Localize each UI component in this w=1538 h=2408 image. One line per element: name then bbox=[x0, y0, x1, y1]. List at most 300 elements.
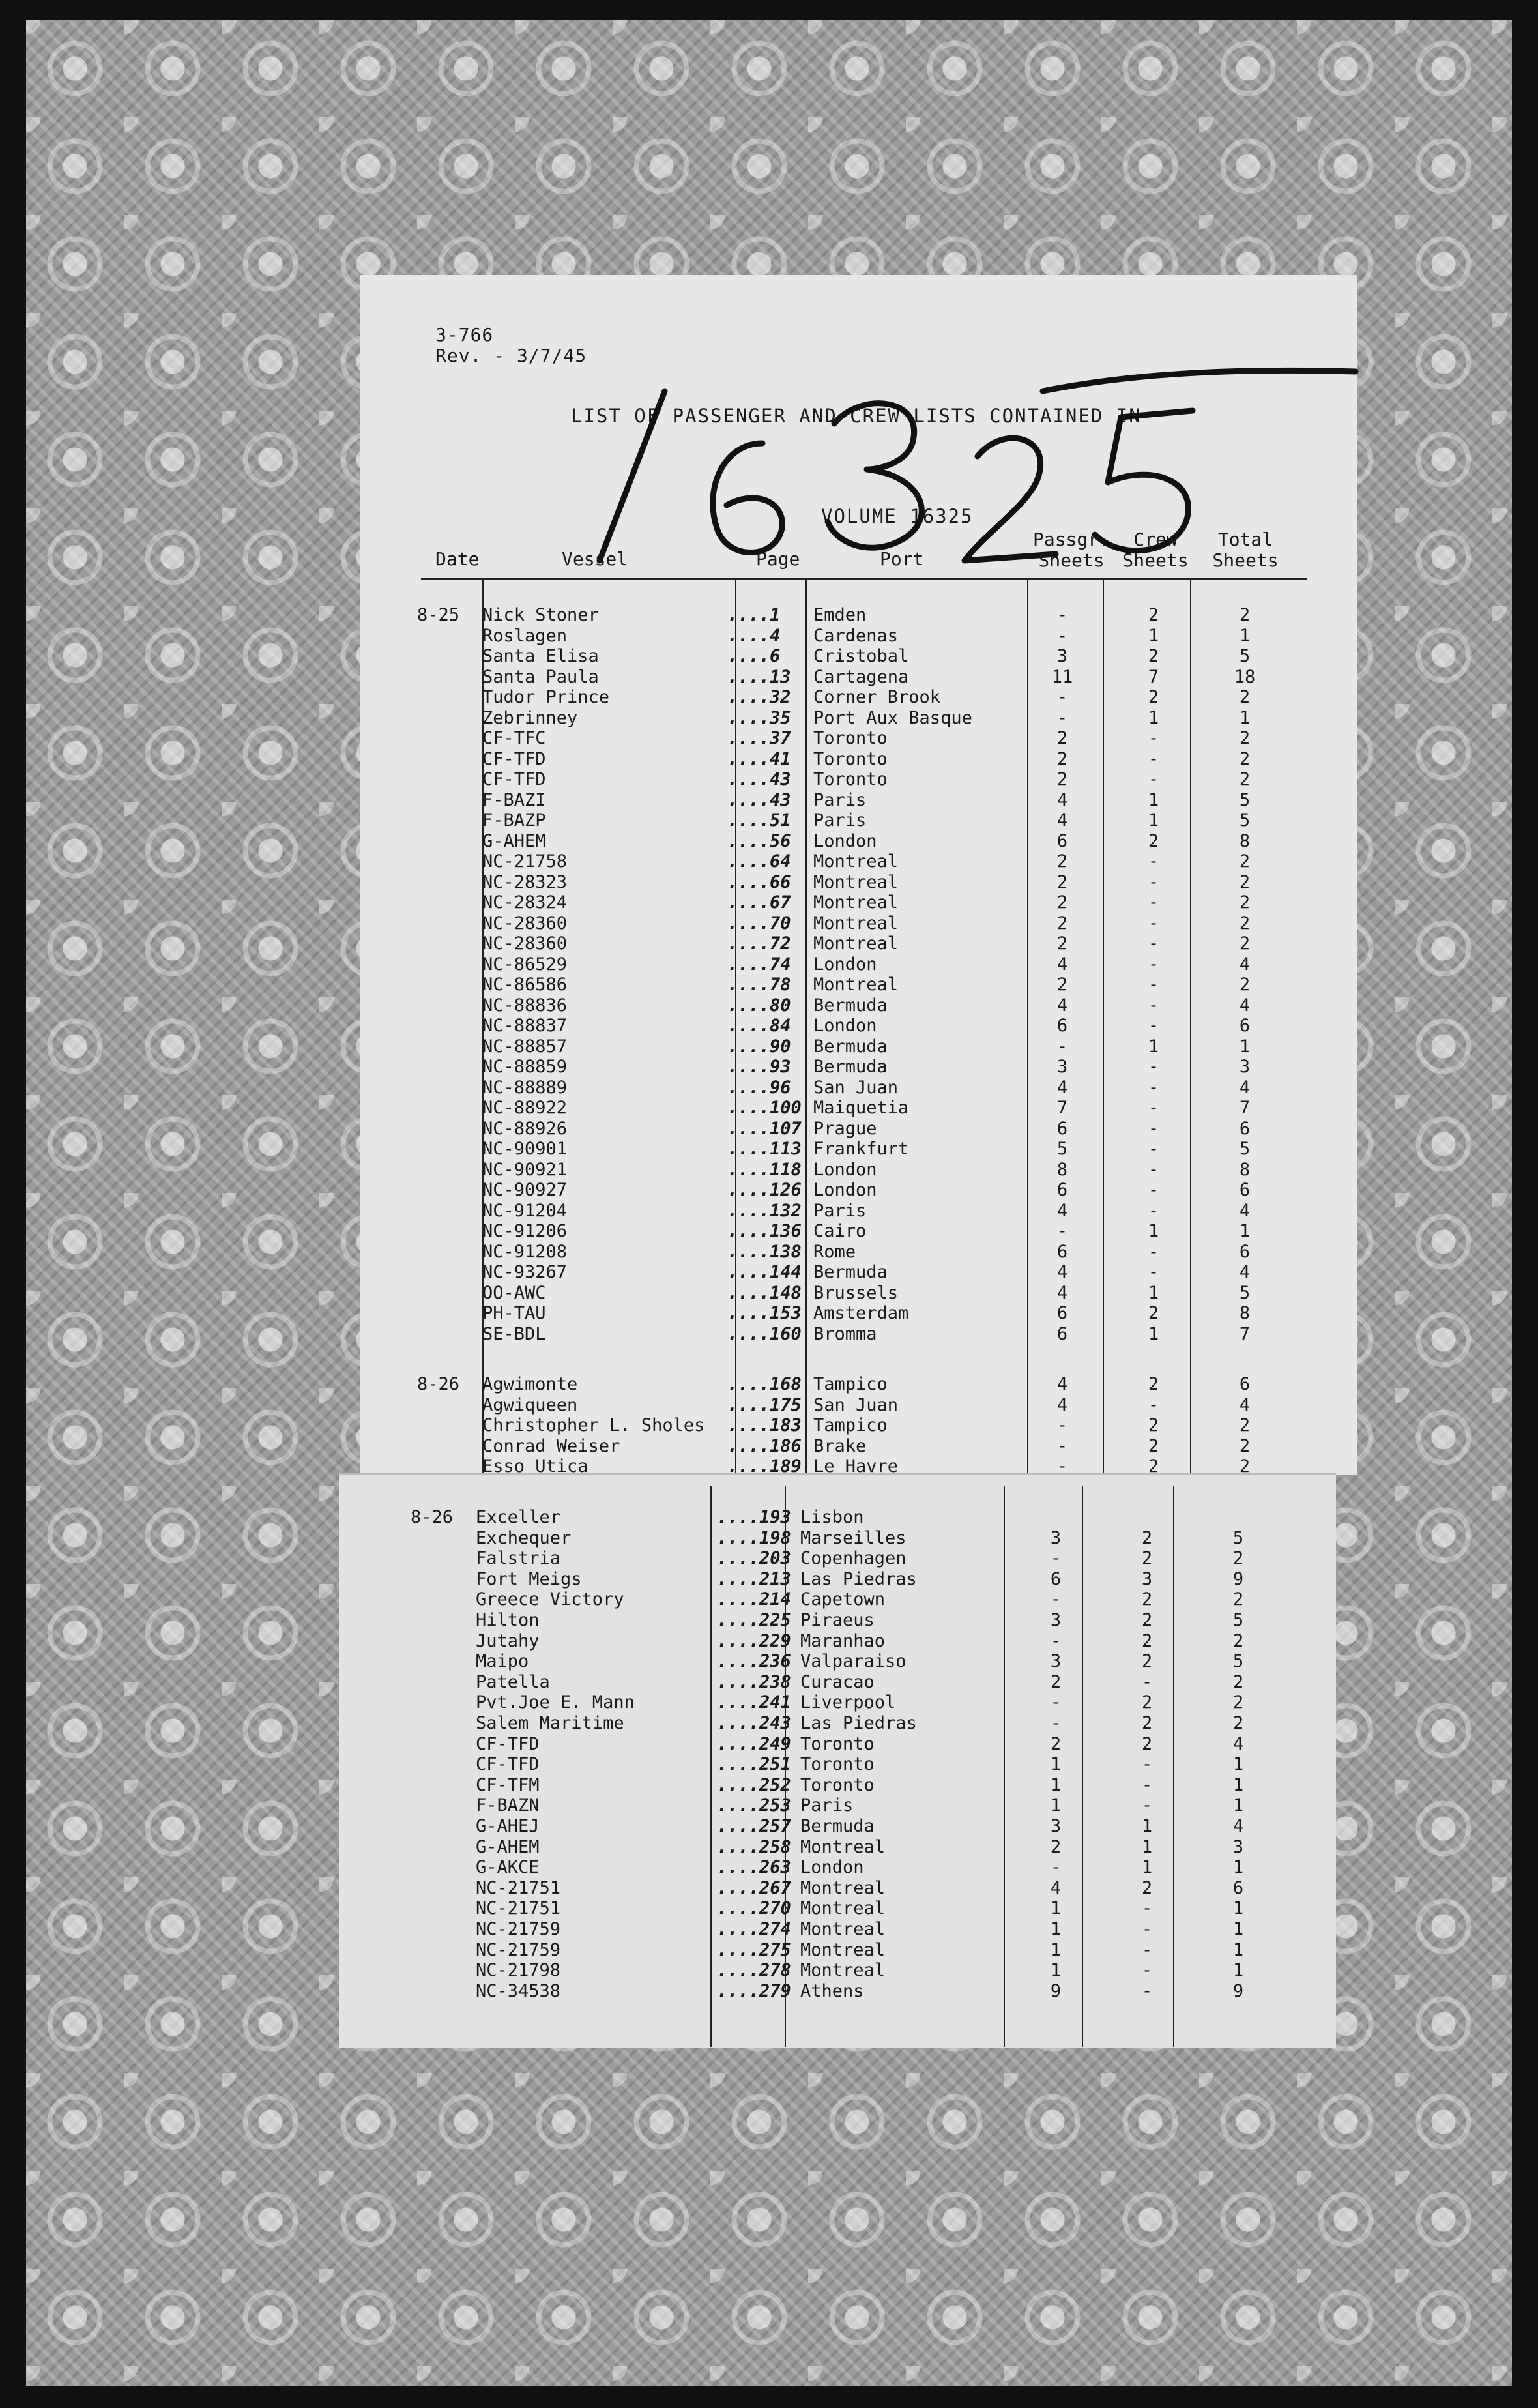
vessel-cell: Agwimonte bbox=[482, 1374, 578, 1394]
vessel-cell: SE-BDL bbox=[482, 1323, 546, 1344]
total-sheets-cell: 9 bbox=[1232, 1980, 1244, 2001]
page-cell: ....78 bbox=[727, 975, 791, 995]
passenger-sheets-cell: 3 bbox=[1050, 1651, 1062, 1672]
total-sheets-cell: 2 bbox=[1239, 975, 1251, 995]
crew-sheets-cell: - bbox=[1141, 1919, 1153, 1939]
port-cell: Bermuda bbox=[800, 1816, 875, 1836]
passenger-sheets-cell: - bbox=[1056, 687, 1068, 707]
page-cell: ....80 bbox=[727, 995, 791, 1016]
page-cell: ....84 bbox=[727, 1016, 791, 1036]
crew-sheets-cell: - bbox=[1141, 1939, 1153, 1960]
port-cell: Prague bbox=[813, 1118, 877, 1139]
port-cell: Lisbon bbox=[800, 1507, 864, 1527]
port-cell: Cardenas bbox=[813, 625, 899, 646]
page-cell: ....198 bbox=[717, 1527, 791, 1548]
page-cell: ....100 bbox=[727, 1098, 802, 1118]
page-cell: ....148 bbox=[727, 1282, 802, 1303]
divider-lower-passengers bbox=[1004, 1486, 1005, 2047]
page-cell: ....64 bbox=[727, 851, 791, 872]
passenger-sheets-cell: 1 bbox=[1050, 1960, 1062, 1981]
passenger-sheets-cell: 4 bbox=[1056, 1282, 1068, 1303]
total-sheets-cell: 8 bbox=[1239, 1303, 1251, 1323]
page-cell: ....153 bbox=[727, 1303, 802, 1323]
total-sheets-cell: 5 bbox=[1232, 1651, 1244, 1672]
vessel-cell: NC-21798 bbox=[476, 1960, 561, 1981]
divider-passengers bbox=[1027, 580, 1028, 1473]
crew-sheets-cell: - bbox=[1148, 748, 1159, 769]
passenger-sheets-cell: 5 bbox=[1056, 1139, 1068, 1159]
crew-sheets-cell: 2 bbox=[1148, 830, 1159, 851]
port-cell: Montreal bbox=[813, 975, 899, 995]
page-cell: ....175 bbox=[727, 1394, 802, 1415]
passenger-sheets-cell: 1 bbox=[1050, 1795, 1062, 1816]
vessel-cell: Tudor Prince bbox=[482, 687, 610, 707]
page-cell: ....37 bbox=[727, 728, 791, 748]
total-sheets-cell: 2 bbox=[1239, 605, 1251, 625]
crew-sheets-cell: - bbox=[1148, 995, 1159, 1016]
passenger-sheets-cell: 4 bbox=[1056, 789, 1068, 810]
crew-sheets-cell: 2 bbox=[1148, 1374, 1159, 1394]
crew-sheets-cell: 1 bbox=[1148, 1323, 1159, 1344]
total-sheets-cell: 2 bbox=[1232, 1692, 1244, 1713]
port-cell: Paris bbox=[813, 1200, 867, 1221]
port-cell: Montreal bbox=[813, 933, 899, 954]
form-number: 3-766 bbox=[435, 324, 494, 345]
crew-sheets-cell: - bbox=[1148, 1200, 1159, 1221]
port-cell: Montreal bbox=[800, 1898, 886, 1919]
vessel-cell: F-BAZI bbox=[482, 789, 546, 810]
total-sheets-cell: 1 bbox=[1239, 1036, 1251, 1057]
port-cell: Copenhagen bbox=[800, 1548, 907, 1569]
passenger-sheets-cell: 6 bbox=[1056, 1323, 1068, 1344]
page-cell: ....93 bbox=[727, 1057, 791, 1077]
port-cell: Toronto bbox=[813, 728, 888, 748]
crew-sheets-cell: - bbox=[1148, 1098, 1159, 1118]
date-cell: 8-26 bbox=[411, 1507, 454, 1527]
passenger-sheets-cell: 3 bbox=[1050, 1816, 1062, 1836]
page-cell: ....229 bbox=[717, 1630, 791, 1651]
crew-sheets-cell: - bbox=[1148, 728, 1159, 748]
port-cell: Montreal bbox=[800, 1919, 886, 1939]
total-sheets-cell: 8 bbox=[1239, 1159, 1251, 1180]
page-cell: ....35 bbox=[727, 707, 791, 728]
divider-total bbox=[1190, 580, 1191, 1473]
passenger-sheets-cell: 2 bbox=[1056, 975, 1068, 995]
page-cell: ....236 bbox=[717, 1651, 791, 1672]
page-cell: ....168 bbox=[727, 1374, 802, 1394]
crew-sheets-cell: 2 bbox=[1141, 1548, 1153, 1569]
port-cell: Curacao bbox=[800, 1671, 875, 1692]
crew-sheets-cell: 1 bbox=[1141, 1816, 1153, 1836]
vessel-cell: G-AKCE bbox=[476, 1857, 540, 1878]
crew-sheets-cell: - bbox=[1141, 1898, 1153, 1919]
date-cell: 8-25 bbox=[417, 605, 460, 625]
page-cell: ....107 bbox=[727, 1118, 802, 1139]
page-cell: ....251 bbox=[717, 1754, 791, 1775]
total-sheets-cell: 2 bbox=[1239, 748, 1251, 769]
port-cell: San Juan bbox=[813, 1077, 899, 1098]
passenger-sheets-cell: - bbox=[1050, 1589, 1062, 1610]
passenger-sheets-cell: 9 bbox=[1050, 1980, 1062, 2001]
crew-sheets-cell: 2 bbox=[1148, 687, 1159, 707]
passenger-sheets-cell: 3 bbox=[1050, 1610, 1062, 1630]
total-sheets-cell: 4 bbox=[1239, 1200, 1251, 1221]
vessel-cell: G-AHEM bbox=[482, 830, 546, 851]
total-sheets-cell: 6 bbox=[1239, 1016, 1251, 1036]
total-sheets-cell: 5 bbox=[1239, 646, 1251, 666]
total-sheets-cell: 6 bbox=[1239, 1374, 1251, 1394]
total-sheets-cell: 5 bbox=[1232, 1610, 1244, 1630]
total-sheets-cell: 2 bbox=[1232, 1630, 1244, 1651]
page-cell: ....126 bbox=[727, 1180, 802, 1200]
crew-sheets-cell: 2 bbox=[1148, 646, 1159, 666]
passenger-sheets-cell: 3 bbox=[1050, 1527, 1062, 1548]
port-cell: London bbox=[813, 830, 877, 851]
vessel-cell: Nick Stoner bbox=[482, 605, 599, 625]
crew-sheets-cell: 7 bbox=[1148, 666, 1159, 687]
port-cell: Paris bbox=[800, 1795, 854, 1816]
passenger-sheets-cell: - bbox=[1056, 1221, 1068, 1241]
port-cell: Valparaiso bbox=[800, 1651, 907, 1672]
crew-sheets-cell: - bbox=[1148, 1394, 1159, 1415]
header-rule bbox=[421, 578, 1307, 580]
crew-sheets-cell: 2 bbox=[1141, 1692, 1153, 1713]
passenger-sheets-cell: 4 bbox=[1056, 1394, 1068, 1415]
port-cell: Marseilles bbox=[800, 1527, 907, 1548]
total-sheets-cell: 7 bbox=[1239, 1323, 1251, 1344]
crew-sheets-cell: - bbox=[1148, 851, 1159, 872]
port-cell: Amsterdam bbox=[813, 1303, 909, 1323]
vessel-cell: NC-28360 bbox=[482, 933, 568, 954]
port-cell: Bermuda bbox=[813, 995, 888, 1016]
vessel-cell: NC-88922 bbox=[482, 1098, 568, 1118]
vessel-cell: Santa Paula bbox=[482, 666, 599, 687]
passenger-sheets-cell: 3 bbox=[1056, 1057, 1068, 1077]
port-cell: Tampico bbox=[813, 1374, 888, 1394]
total-sheets-cell: 2 bbox=[1239, 872, 1251, 892]
vessel-cell: F-BAZP bbox=[482, 810, 546, 830]
total-sheets-cell: 2 bbox=[1239, 1435, 1251, 1456]
page-title: LIST OF PASSENGER AND CREW LISTS CONTAINED IN bbox=[571, 405, 1142, 427]
passenger-sheets-cell: - bbox=[1050, 1713, 1062, 1733]
crew-sheets-cell: 2 bbox=[1141, 1651, 1153, 1672]
port-cell: Brussels bbox=[813, 1282, 899, 1303]
crew-sheets-cell: 1 bbox=[1148, 810, 1159, 830]
total-sheets-cell: 5 bbox=[1232, 1527, 1244, 1548]
vessel-cell: CF-TFC bbox=[482, 728, 546, 748]
page-cell: ....257 bbox=[717, 1816, 791, 1836]
col-passenger-sheets-header: Passgr. Sheets bbox=[1032, 529, 1110, 571]
port-cell: Bermuda bbox=[813, 1057, 888, 1077]
total-sheets-cell: 3 bbox=[1239, 1057, 1251, 1077]
col-total-sheets-header: Total Sheets bbox=[1212, 529, 1279, 571]
vessel-cell: Exceller bbox=[476, 1507, 561, 1527]
total-sheets-cell: 1 bbox=[1232, 1939, 1244, 1960]
total-sheets-cell: 4 bbox=[1232, 1733, 1244, 1754]
page-cell: ....70 bbox=[727, 913, 791, 933]
crew-sheets-cell: 2 bbox=[1148, 605, 1159, 625]
divider-lower-crew bbox=[1082, 1486, 1083, 2047]
passenger-sheets-cell: - bbox=[1050, 1692, 1062, 1713]
passenger-sheets-cell: 7 bbox=[1056, 1098, 1068, 1118]
total-sheets-cell: 8 bbox=[1239, 830, 1251, 851]
crew-sheets-cell: - bbox=[1148, 1057, 1159, 1077]
vessel-cell: G-AHEJ bbox=[476, 1816, 540, 1836]
port-cell: Cristobal bbox=[813, 646, 909, 666]
total-sheets-cell: 2 bbox=[1232, 1589, 1244, 1610]
port-cell: Toronto bbox=[813, 769, 888, 789]
page-cell: ....278 bbox=[717, 1960, 791, 1981]
page-cell: ....225 bbox=[717, 1610, 791, 1630]
total-sheets-cell: 1 bbox=[1232, 1919, 1244, 1939]
page-cell: ....270 bbox=[717, 1898, 791, 1919]
total-sheets-cell: 2 bbox=[1239, 892, 1251, 913]
total-sheets-cell: 1 bbox=[1232, 1774, 1244, 1795]
vessel-cell: NC-28324 bbox=[482, 892, 568, 913]
crew-sheets-cell: 2 bbox=[1141, 1713, 1153, 1733]
vessel-cell: Greece Victory bbox=[476, 1589, 624, 1610]
page-cell: ....267 bbox=[717, 1877, 791, 1898]
crew-sheets-cell: 2 bbox=[1148, 1456, 1159, 1476]
passenger-sheets-cell: 2 bbox=[1056, 933, 1068, 954]
vessel-cell: NC-88926 bbox=[482, 1118, 568, 1139]
port-cell: London bbox=[813, 1159, 877, 1180]
vessel-cell: CF-TFD bbox=[482, 769, 546, 789]
port-cell: Montreal bbox=[813, 851, 899, 872]
page-cell: ....74 bbox=[727, 954, 791, 975]
vessel-cell: NC-90927 bbox=[482, 1180, 568, 1200]
port-cell: London bbox=[800, 1857, 864, 1878]
port-cell: Montreal bbox=[813, 872, 899, 892]
passenger-sheets-cell: 4 bbox=[1056, 954, 1068, 975]
vessel-cell: NC-21759 bbox=[476, 1919, 561, 1939]
vessel-cell: OO-AWC bbox=[482, 1282, 546, 1303]
passenger-sheets-cell: 1 bbox=[1050, 1774, 1062, 1795]
passenger-sheets-cell: 2 bbox=[1056, 769, 1068, 789]
port-cell: Corner Brook bbox=[813, 687, 941, 707]
crew-sheets-cell: 1 bbox=[1141, 1857, 1153, 1878]
total-sheets-cell: 6 bbox=[1239, 1180, 1251, 1200]
total-sheets-cell: 4 bbox=[1239, 954, 1251, 975]
vessel-cell: Jutahy bbox=[476, 1630, 540, 1651]
passenger-sheets-cell: 2 bbox=[1056, 913, 1068, 933]
port-cell: Toronto bbox=[800, 1754, 875, 1775]
port-cell: Montreal bbox=[800, 1960, 886, 1981]
port-cell: Paris bbox=[813, 789, 867, 810]
total-sheets-cell: 6 bbox=[1232, 1877, 1244, 1898]
passenger-sheets-cell: 6 bbox=[1056, 1016, 1068, 1036]
total-sheets-cell: 4 bbox=[1239, 1394, 1251, 1415]
page-cell: ....193 bbox=[717, 1507, 791, 1527]
vessel-cell: NC-34538 bbox=[476, 1980, 561, 2001]
crew-sheets-cell: 2 bbox=[1141, 1630, 1153, 1651]
passenger-sheets-cell: - bbox=[1056, 1456, 1068, 1476]
port-cell: Tampico bbox=[813, 1415, 888, 1435]
vessel-cell: NC-86529 bbox=[482, 954, 568, 975]
vessel-cell: F-BAZN bbox=[476, 1795, 540, 1816]
vessel-cell: NC-21759 bbox=[476, 1939, 561, 1960]
vessel-cell: NC-90901 bbox=[482, 1139, 568, 1159]
passenger-sheets-cell: 4 bbox=[1050, 1877, 1062, 1898]
vessel-cell: Salem Maritime bbox=[476, 1713, 624, 1733]
crew-sheets-cell: - bbox=[1148, 1118, 1159, 1139]
page-cell: ....51 bbox=[727, 810, 791, 830]
port-cell: Liverpool bbox=[800, 1692, 896, 1713]
crew-sheets-cell: - bbox=[1148, 1180, 1159, 1200]
vessel-cell: CF-TFD bbox=[476, 1733, 540, 1754]
vessel-cell: NC-91204 bbox=[482, 1200, 568, 1221]
vessel-cell: NC-90921 bbox=[482, 1159, 568, 1180]
crew-sheets-cell: - bbox=[1141, 1754, 1153, 1775]
page-cell: ....275 bbox=[717, 1939, 791, 1960]
total-sheets-cell: 4 bbox=[1239, 995, 1251, 1016]
passenger-sheets-cell: - bbox=[1056, 605, 1068, 625]
passenger-sheets-cell: 2 bbox=[1050, 1671, 1062, 1692]
passenger-sheets-cell: 6 bbox=[1056, 1180, 1068, 1200]
port-cell: Las Piedras bbox=[800, 1568, 917, 1589]
port-cell: Le Havre bbox=[813, 1456, 899, 1476]
passenger-sheets-cell: 2 bbox=[1050, 1733, 1062, 1754]
vessel-cell: NC-88857 bbox=[482, 1036, 568, 1057]
vessel-cell: Maipo bbox=[476, 1651, 529, 1672]
vessel-cell: NC-91206 bbox=[482, 1221, 568, 1241]
crew-sheets-cell: - bbox=[1141, 1980, 1153, 2001]
port-cell: London bbox=[813, 1016, 877, 1036]
crew-sheets-cell: - bbox=[1141, 1671, 1153, 1692]
port-cell: Rome bbox=[813, 1241, 856, 1262]
vessel-cell: NC-28360 bbox=[482, 913, 568, 933]
total-sheets-cell: 3 bbox=[1232, 1836, 1244, 1857]
port-cell: Toronto bbox=[800, 1733, 875, 1754]
page-cell: ....67 bbox=[727, 892, 791, 913]
page-cell: ....238 bbox=[717, 1671, 791, 1692]
crew-sheets-cell: 1 bbox=[1148, 789, 1159, 810]
vessel-cell: Agwiqueen bbox=[482, 1394, 578, 1415]
passenger-sheets-cell: 2 bbox=[1050, 1836, 1062, 1857]
vessel-cell: NC-88837 bbox=[482, 1016, 568, 1036]
page-cell: ....43 bbox=[727, 789, 791, 810]
crew-sheets-cell: 1 bbox=[1148, 707, 1159, 728]
port-cell: Cartagena bbox=[813, 666, 909, 687]
page-cell: ....258 bbox=[717, 1836, 791, 1857]
passenger-sheets-cell: 4 bbox=[1056, 995, 1068, 1016]
col-page-header: Page bbox=[756, 548, 800, 570]
passenger-sheets-cell: - bbox=[1056, 707, 1068, 728]
page-cell: ....136 bbox=[727, 1221, 802, 1241]
crew-sheets-cell: 1 bbox=[1148, 1036, 1159, 1057]
total-sheets-cell: 2 bbox=[1232, 1713, 1244, 1733]
page-cell: ....41 bbox=[727, 748, 791, 769]
port-cell: Las Piedras bbox=[800, 1713, 917, 1733]
date-cell: 8-26 bbox=[417, 1374, 460, 1394]
passenger-sheets-cell: 11 bbox=[1051, 666, 1073, 687]
vessel-cell: NC-88836 bbox=[482, 995, 568, 1016]
total-sheets-cell: 1 bbox=[1232, 1960, 1244, 1981]
passenger-sheets-cell: - bbox=[1050, 1857, 1062, 1878]
col-vessel-header: Vessel bbox=[562, 548, 628, 570]
total-sheets-cell: 2 bbox=[1239, 728, 1251, 748]
crew-sheets-cell: - bbox=[1148, 954, 1159, 975]
page-cell: ....1 bbox=[727, 605, 781, 625]
port-cell: San Juan bbox=[813, 1394, 899, 1415]
total-sheets-cell: 4 bbox=[1239, 1077, 1251, 1098]
vessel-cell: Esso Utica bbox=[482, 1456, 588, 1476]
passenger-sheets-cell: 6 bbox=[1056, 830, 1068, 851]
vessel-cell: NC-21751 bbox=[476, 1877, 561, 1898]
total-sheets-cell: 6 bbox=[1239, 1118, 1251, 1139]
passenger-sheets-cell: 1 bbox=[1050, 1919, 1062, 1939]
port-cell: Montreal bbox=[800, 1877, 886, 1898]
vessel-cell: NC-93267 bbox=[482, 1262, 568, 1282]
passenger-sheets-cell: - bbox=[1056, 1415, 1068, 1435]
total-sheets-cell: 2 bbox=[1239, 933, 1251, 954]
crew-sheets-cell: - bbox=[1148, 1077, 1159, 1098]
vessel-cell: Exchequer bbox=[476, 1527, 572, 1548]
crew-sheets-cell: - bbox=[1148, 872, 1159, 892]
page-cell: ....72 bbox=[727, 933, 791, 954]
vessel-cell: PH-TAU bbox=[482, 1303, 546, 1323]
page-cell: ....213 bbox=[717, 1568, 791, 1589]
page-cell: ....113 bbox=[727, 1139, 802, 1159]
crew-sheets-cell: 3 bbox=[1141, 1568, 1153, 1589]
total-sheets-cell: 1 bbox=[1232, 1754, 1244, 1775]
port-cell: Paris bbox=[813, 810, 867, 830]
vessel-cell: G-AHEM bbox=[476, 1836, 540, 1857]
page-cell: ....66 bbox=[727, 872, 791, 892]
passenger-sheets-cell: 2 bbox=[1056, 872, 1068, 892]
total-sheets-cell: 2 bbox=[1232, 1548, 1244, 1569]
passenger-sheets-cell: 2 bbox=[1056, 892, 1068, 913]
passenger-sheets-cell: 6 bbox=[1056, 1118, 1068, 1139]
passenger-sheets-cell: - bbox=[1050, 1630, 1062, 1651]
passenger-sheets-cell: 8 bbox=[1056, 1159, 1068, 1180]
total-sheets-cell: 2 bbox=[1239, 913, 1251, 933]
total-sheets-cell: 1 bbox=[1239, 1221, 1251, 1241]
col-port-header: Port bbox=[880, 548, 924, 570]
page-cell: ....132 bbox=[727, 1200, 802, 1221]
page-cell: ....118 bbox=[727, 1159, 802, 1180]
passenger-sheets-cell: 6 bbox=[1050, 1568, 1062, 1589]
passenger-sheets-cell: 1 bbox=[1050, 1939, 1062, 1960]
divider-lower-page bbox=[710, 1486, 712, 2047]
divider-crew bbox=[1103, 580, 1104, 1473]
passenger-sheets-cell: 4 bbox=[1056, 810, 1068, 830]
crew-sheets-cell: - bbox=[1141, 1795, 1153, 1816]
vessel-cell: Patella bbox=[476, 1671, 550, 1692]
page-cell: ....43 bbox=[727, 769, 791, 789]
passenger-sheets-cell: - bbox=[1056, 1036, 1068, 1057]
port-cell: Toronto bbox=[800, 1774, 875, 1795]
revision-date: Rev. - 3/7/45 bbox=[435, 345, 587, 366]
port-cell: Bermuda bbox=[813, 1262, 888, 1282]
total-sheets-cell: 18 bbox=[1234, 666, 1256, 687]
crew-sheets-cell: - bbox=[1148, 1159, 1159, 1180]
total-sheets-cell: 4 bbox=[1232, 1816, 1244, 1836]
crew-sheets-cell: 1 bbox=[1148, 1282, 1159, 1303]
vessel-cell: NC-21758 bbox=[482, 851, 568, 872]
passenger-sheets-cell: - bbox=[1056, 625, 1068, 646]
vessel-cell: Hilton bbox=[476, 1610, 540, 1630]
page-cell: ....32 bbox=[727, 687, 791, 707]
total-sheets-cell: 1 bbox=[1232, 1857, 1244, 1878]
port-cell: Frankfurt bbox=[813, 1139, 909, 1159]
port-cell: Brake bbox=[813, 1435, 867, 1456]
passenger-sheets-cell: 2 bbox=[1056, 851, 1068, 872]
page-cell: ....203 bbox=[717, 1548, 791, 1569]
page-cell: ....186 bbox=[727, 1435, 802, 1456]
port-cell: Port Aux Basque bbox=[813, 707, 972, 728]
passenger-sheets-cell: 2 bbox=[1056, 748, 1068, 769]
